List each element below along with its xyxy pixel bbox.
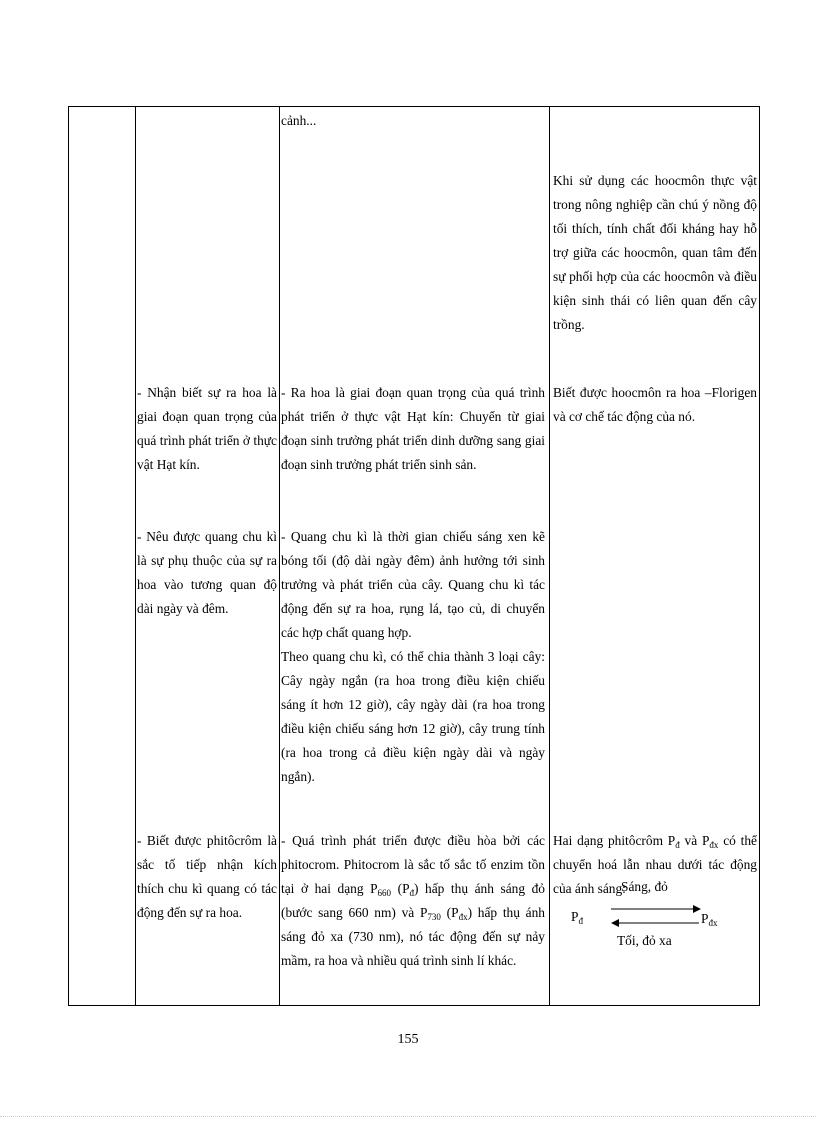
row2-objective-cell bbox=[137, 381, 277, 477]
column-divider bbox=[549, 107, 550, 1005]
diagram-left-node: $P_đ$ bbox=[571, 909, 583, 926]
row2-objective-text: - Nhận biết sự ra hoa là giai đoạn quan trọng của quá trình phát triển ở thực vật Hạt kín. bbox=[137, 385, 277, 472]
row1-content-text: cảnh... bbox=[281, 113, 317, 128]
diagram-top-label: Sáng, đỏ bbox=[621, 879, 668, 894]
row3-objective-text: - Nêu được quang chu kì là sự phụ thuộc của sự ra hoa vào tương quan độ dài ngày và đêm. bbox=[137, 529, 277, 616]
row4-objective-cell bbox=[137, 829, 277, 925]
diagram-bottom-label: Tối, đỏ xa bbox=[617, 933, 672, 948]
row1-content-cell bbox=[281, 109, 545, 133]
row1-note-text: Khi sử dụng các hoocmôn thực vật trong nông nghiệp cần chú ý nồng độ tối thích, tính chất đối kháng hay hỗ trợ giữa các hoocmôn, quan tâm đến sự phối hợp của các hoocmôn và điều kiện sinh thái có liên quan đến cây trồng. bbox=[553, 173, 757, 332]
row4-objective-text: - Biết được phitôcrôm là sắc tố tiếp nhận kích thích chu kì quang có tác động đến sự ra hoa. bbox=[137, 833, 277, 920]
row4-content-text: - Quá trình phát triển được điều hòa bởi các phitocrom. Phitocrom là sắc tố sắc tố enzim tồn tại ở hai dạng $P_{660}$ $(P_đ)$ hấp thụ ánh sáng đỏ (bước sang 660 nm) và $P_{730}$ $(P_{đx})$ hấp thụ ánh sáng đỏ xa (730 nm), nó tác động đến sự nảy mầm, ra hoa và nhiều quá trình sinh lí khác. bbox=[281, 833, 546, 968]
row1-note-cell bbox=[553, 169, 757, 337]
footer-dotted-rule bbox=[0, 1116, 816, 1117]
row2-content-cell bbox=[281, 381, 545, 477]
row4-note-text: Hai dạng phitôcrôm $P_đ$ và $P_{đx}$ có thể chuyển hoá lẫn nhau dưới tác động của ánh sáng: bbox=[553, 833, 757, 896]
page-number: 155 bbox=[397, 1032, 419, 1047]
row3-content-paragraph-1: - Quang chu kì là thời gian chiếu sáng xen kẽ bóng tối (độ dài ngày đêm) ảnh hưởng tới sinh trưởng và phát triển của cây. Quang chu kì tác động đến sự ra hoa, rụng lá, tạo củ, di chuyển các hợp chất quang hợp. bbox=[281, 529, 545, 640]
reverse-arrowhead bbox=[611, 919, 619, 927]
content-table bbox=[68, 106, 760, 1006]
row3-content-paragraph-2: Theo quang chu kì, có thể chia thành 3 loại cây: Cây ngày ngắn (ra hoa trong điều kiện chiếu sáng ít hơn 12 giờ), cây ngày dài (ra hoa trong điều kiện chiếu sáng hơn 12 giờ), cây trung tính (ra hoa trong cả điều kiện ngày dài và ngày ngắn). bbox=[281, 649, 545, 784]
row4-content-cell bbox=[281, 829, 545, 973]
row2-note-cell bbox=[553, 381, 757, 429]
column-divider bbox=[279, 107, 280, 1005]
forward-arrowhead bbox=[693, 905, 701, 913]
diagram-right-node: $P_{đx}$ bbox=[701, 911, 718, 928]
column-divider bbox=[135, 107, 136, 1005]
row3-content-cell bbox=[281, 525, 545, 789]
phytochrome-conversion-diagram bbox=[551, 881, 757, 1005]
row3-objective-cell bbox=[137, 525, 277, 621]
row2-note-text: Biết được hoocmôn ra hoa –Florigen và cơ chế tác động của nó. bbox=[553, 385, 757, 424]
row2-content-text: - Ra hoa là giai đoạn quan trọng của quá trình phát triển ở thực vật Hạt kín: Chuyển từ giai đoạn sinh trưởng phát triển dinh dưỡng sang giai đoạn sinh trưởng phát triển sinh sản. bbox=[281, 385, 545, 472]
